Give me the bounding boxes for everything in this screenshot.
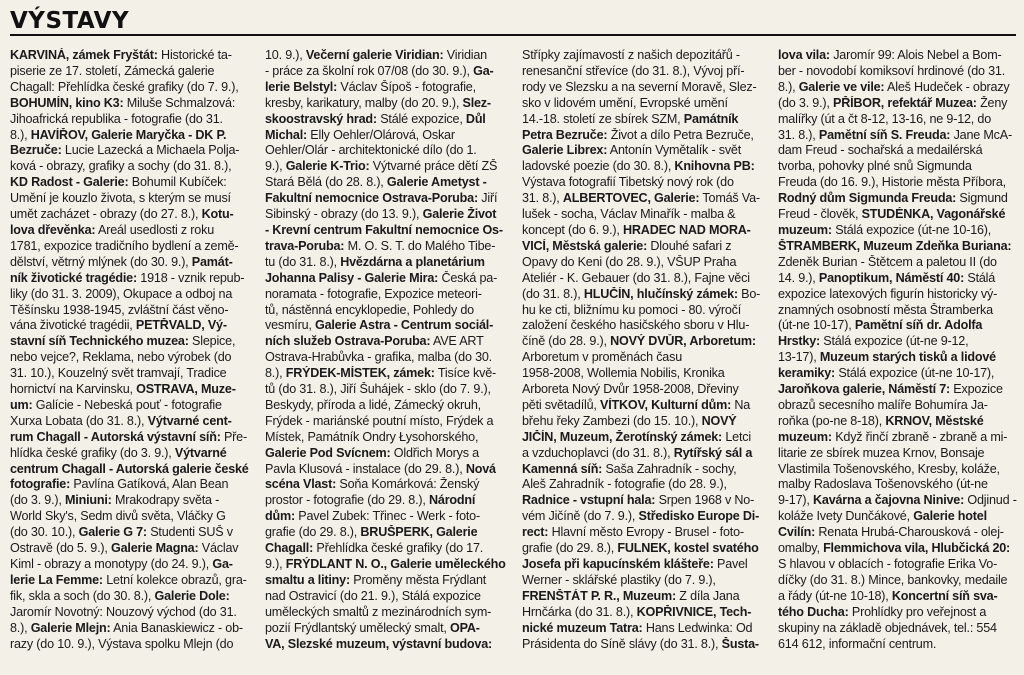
text-line: tů (do 31. 8.), Jiří Šuhájek - sklo (do 7. 9.), — [265, 382, 491, 397]
text-line: Petra Bezruče: Život a dílo Petra Bezruče, — [522, 127, 754, 142]
text-line: tvorba, pohovky plné snů Sigmunda — [778, 159, 972, 174]
text-line: 8.), Galerie ve vile: Aleš Hudeček - obrazy — [778, 79, 1010, 94]
text-line: nad Ostravicí (do 21. 9.), Stálá expozice — [265, 588, 481, 603]
text-line: díčky (do 31. 8.) Mince, bankovky, medaile — [778, 572, 1008, 587]
text-line: tů, nástěnná encyklopedie, Pohledy do — [265, 302, 474, 317]
text-line: Chagall: Přehlídka české grafiky (do 7. 9.), — [10, 79, 239, 94]
text-line: S hlavou v oblacích - fotografie Erika Vo- — [778, 557, 998, 571]
text-line: pozií Frýdlantský umělecký smalt, OPA- — [265, 620, 480, 635]
text-line: fik, skla a soch (do 30. 8.), Galerie Dole: — [10, 588, 230, 603]
text-line: smaltu a litiny: Proměny města Frýdlant — [265, 572, 487, 587]
section-heading: VÝSTAVY — [10, 8, 130, 34]
text-line: malby Radoslava Tošenovského (út-ne — [778, 477, 988, 492]
text-line: uměleckých smaltů z mezinárodních sym- — [265, 604, 492, 619]
text-line: Opavy do Keni (do 28. 9.), VŠUP Praha — [522, 254, 737, 269]
text-line: omalby, Flemmichova vila, Hlubčická 20: — [778, 541, 1011, 556]
text-line: Pavla Klusová - instalace (do 29. 8.), Nová — [265, 461, 496, 476]
text-line: Sibinský - obrazy (do 13. 9.), Galerie Život — [265, 207, 497, 222]
text-line: 10. 9.), Večerní galerie Viridian: Viridian — [265, 48, 487, 62]
text-line: Výstava fotografií Tibetský nový rok (do — [522, 175, 734, 190]
text-line: Galerie Librex: Antonín Vymětalík - svět — [522, 143, 742, 158]
text-line: 31. 8.), ALBERTOVEC, Galerie: Tomáš Va- — [522, 191, 760, 206]
text-line: JIČÍN, Muzeum, Žerotínský zámek: Letci — [522, 429, 751, 444]
text-line: lova vila: Jaromír 99: Alois Nebel a Bom- — [778, 48, 1002, 62]
text-line: číně (do 28. 9.), NOVÝ DVŮR, Arboretum: — [522, 334, 756, 349]
text-line: Ostravě (do 5. 9.), Galerie Magna: Václav — [10, 541, 239, 556]
text-line: umět zacházet - obrazy (do 27. 8.), Kotu- — [10, 207, 234, 222]
text-line: ník životické tragédie: 1918 - vznik repub- — [10, 270, 245, 285]
text-line: Galerie Pod Svícnem: Oldřich Morys a — [265, 445, 479, 460]
text-line: Prásidenta do Síně slávy (do 31. 8.), Šusta- — [522, 636, 759, 651]
text-line: stavní síň Technického muzea: Slepice, — [10, 334, 236, 349]
text-line: prostor - fotografie (do 29. 8.), Národní — [265, 493, 476, 508]
text-line: KARVINÁ, zámek Fryštát: Historické ta- — [10, 48, 232, 62]
text-line: Jaroňkova galerie, Náměstí 7: Expozice — [778, 382, 1003, 397]
text-line: 14. 9.), Panoptikum, Náměstí 40: Stálá — [778, 270, 996, 285]
text-line: vesmíru, Galerie Astra - Centrum sociál- — [265, 318, 494, 333]
text-line: scéna Vlast: Soňa Komárková: Ženský — [265, 477, 480, 492]
text-line: rum Chagall - Autorská výstavní síň: Pře- — [10, 429, 247, 444]
text-line: Vlastimila Tošenovského, Kresby, koláže, — [778, 461, 1000, 476]
text-line: - práce za školní rok 07/08 (do 30. 9.), Ga- — [265, 63, 494, 78]
text-line: Ateliér - K. Gebauer (do 31. 8.), Fajne věci — [522, 270, 750, 285]
text-line: Těšínsku 1938-1945, zvláštní část věno- — [10, 302, 229, 317]
text-line: liky (do 31. 3. 2009), Okupace a odboj na — [10, 286, 233, 301]
text-line: noramata - fotografie, Expozice meteori- — [265, 286, 482, 301]
text-line: nebo vejce?, Reklama, nebo výrobek (do — [10, 350, 232, 365]
text-line: 14.-18. století ze sbírek SZM, Památník — [522, 111, 739, 126]
text-line: Kiml - obrazy a monotypy (do 24. 9.), Ga- — [10, 557, 233, 571]
text-line: Cvilín: Renata Hrubá-Charousková - olej- — [778, 525, 1004, 540]
text-column-3 — [522, 48, 765, 672]
text-line: Bezruče: Lucie Lazecká a Michaela Polja- — [10, 143, 240, 158]
text-line: dam Freud - sochařská a medailérská — [778, 143, 983, 158]
text-line: břehu řeky Zambezi (do 15. 10.), NOVÝ — [522, 413, 737, 428]
text-line: 13-17), Muzeum starých tisků a lidové — [778, 350, 996, 365]
text-line: koncept (do 6. 9.), HRADEC NAD MORA- — [522, 222, 751, 237]
text-line: malířky (út a čt 8-12, 13-16, ne 9-12, do — [778, 111, 992, 126]
text-line: Kamenná síň: Saša Zahradník - sochy, — [522, 461, 737, 476]
text-column-4 — [778, 48, 1021, 672]
text-line: ková - obrazy, grafiky a sochy (do 31. 8.), — [10, 159, 232, 174]
text-line: Fakultní nemocnice Ostrava-Poruba: Jiří — [265, 191, 498, 206]
text-line: 9.), Galerie K-Trio: Výtvarné práce dětí ZŠ — [265, 159, 498, 174]
text-line: grafie (do 29. 8.), BRUŠPERK, Galerie — [265, 525, 478, 540]
text-line: muzeum: Když řinčí zbraně - zbraně a mi- — [778, 429, 1008, 444]
text-line: hu ke cti, bližnímu ku pomoci - 80. výročí — [522, 302, 742, 317]
text-line: centrum Chagall - Autorská galerie české — [10, 461, 249, 476]
text-line: Aleš Zahradník - fotografie (do 28. 9.), — [522, 477, 727, 492]
text-line: Jihoafrická republika - fotografie (do 31. — [10, 111, 223, 126]
text-line: 31. 8.), Pamětní síň S. Freuda: Jane McA- — [778, 127, 1012, 142]
text-line: Arboreta Nový Dvůr 1958-2008, Dřeviny — [522, 382, 739, 397]
text-column-2 — [265, 48, 508, 672]
text-line: (do 31. 8.), HLUČÍN, hlučínský zámek: Bo- — [522, 286, 761, 301]
text-line: keramiky: Stálá expozice (út-ne 10-17), — [778, 366, 995, 381]
text-line: razy (do 10. 9.), Výstava spolku Mlejn (do — [10, 636, 234, 651]
text-line: Josefa při kapucínském klášteře: Pavel — [522, 557, 748, 571]
text-line: Freud - člověk, STUDÉNKA, Vagonářské — [778, 207, 1006, 222]
text-line: VA, Slezské muzeum, výstavní budova: — [265, 636, 493, 651]
text-line: sko v lidovém umění, Evropské umění — [522, 95, 728, 110]
text-line: lerie Belstyl: Václav Šípoš - fotografie, — [265, 79, 476, 94]
text-line: skupiny na základě objednávek, tel.: 554 — [778, 620, 997, 635]
text-line: a řády (út-ne 10-18), Koncertní síň sva- — [778, 588, 998, 603]
text-line: (do 3. 9.), Miniuni: Mrakodrapy světa - — [10, 493, 220, 508]
text-line: (do 30. 10.), Galerie G 7: Studenti SUŠ v — [10, 525, 233, 540]
text-line: Místek, Památník Ondry Łysohorského, — [265, 429, 479, 444]
text-line: 614 612, informační centrum. — [778, 636, 937, 651]
text-line: znamných osobností města Štramberka — [778, 302, 993, 317]
text-line: Radnice - vstupní hala: Srpen 1968 v No- — [522, 493, 755, 508]
text-line: 9.), FRÝDLANT N. O., Galerie uměleckého — [265, 557, 506, 571]
text-line: koláže Ivety Dunčákové, Galerie hotel — [778, 509, 987, 524]
text-line: Stará Bělá (do 28. 8.), Galerie Ametyst - — [265, 175, 487, 190]
text-line: nické muzeum Tatra: Hans Ledwinka: Od — [522, 620, 753, 635]
text-line: Zdeněk Burian - Štětcem a paletou II (do — [778, 254, 997, 269]
text-line: KD Radost - Galerie: Bohumil Kubíček: — [10, 175, 227, 190]
text-line: Střípky zajímavostí z našich depozitářů - — [522, 48, 740, 62]
text-line: Oehler/Olár - architektonické dílo (do 1. — [265, 143, 477, 158]
text-line: dělství, větrný mlýnek (do 30. 9.), Památ- — [10, 254, 233, 269]
text-line: 1958-2008, Wollemia Nobilis, Kronika — [522, 366, 725, 381]
text-line: VICÍ, Městská galerie: Dlouhé safari z — [522, 238, 732, 253]
text-line: 1781, expozice tradičního bydlení a země- — [10, 238, 239, 253]
text-line: renesanční střevíce (do 31. 8.), Vývoj pří- — [522, 63, 745, 78]
text-line: a vzduchoplavci (do 31. 8.), Rytířský sál a — [522, 445, 753, 460]
text-line: Frýdek - mariánské poutní místo, Frýdek a — [265, 413, 494, 428]
text-line: (út-ne 10-17), Pamětní síň dr. Adolfa — [778, 318, 983, 333]
text-line: piserie ze 17. století, Zámecká galerie — [10, 63, 215, 78]
text-line: litarie ze sbírek muzea Krnov, Bonsaje — [778, 445, 985, 460]
text-column-1 — [10, 48, 253, 672]
text-line: tého Ducha: Prohlídky pro veřejnost a — [778, 604, 987, 619]
heading-rule — [10, 34, 1016, 36]
text-line: ních služeb Ostrava-Poruba: AVE ART — [265, 334, 484, 349]
text-line: dům: Pavel Zubek: Třinec - Werk - foto- — [265, 509, 480, 524]
text-line: Ostrava-Hrabůvka - grafika, malba (do 30. — [265, 350, 492, 365]
text-line: ladovské poezie (do 30. 8.), Knihovna PB: — [522, 159, 755, 174]
text-line: Freuda (do 16. 9.), Historie města Příbora, — [778, 175, 1006, 190]
text-line: Hrstky: Stálá expozice (út-ne 9-12, — [778, 334, 969, 349]
text-line: roňka (po-ne 8-18), KRNOV, Městské — [778, 413, 984, 428]
text-line: 8.), Galerie Mlejn: Ania Banaskiewicz - ob- — [10, 620, 243, 635]
text-line: Xurxa Lobata (do 31. 8.), Výtvarné cent- — [10, 413, 232, 428]
text-line: založení českého hasičského sboru v Hlu- — [522, 318, 750, 333]
text-line: fotografie: Pavlína Gatíková, Alan Bean — [10, 477, 229, 492]
text-line: obrazů secesního malíře Bohumíra Ja- — [778, 397, 988, 412]
text-line: ŠTRAMBERK, Muzeum Zdeňka Buriana: — [778, 238, 1012, 253]
text-line: muzeum: Stálá expozice (út-ne 10-16), — [778, 222, 992, 237]
text-line: hlídka české grafiky (do 3. 9.), Výtvarné — [10, 445, 227, 460]
text-line: 31. 10.), Kouzelný svět tramvají, Tradice — [10, 366, 227, 381]
text-line: trava-Poruba: M. O. S. T. do Malého Tibe- — [265, 238, 496, 253]
text-line: Beskydy, příroda a lidé, Zámecký okruh, — [265, 397, 481, 412]
text-line: Werner - sklářské plastiky (do 7. 9.), — [522, 572, 716, 587]
text-line: tu (do 31. 8.), Hvězdárna a planetárium — [265, 254, 485, 269]
text-line: Jaromír Novotný: Nouzový východ (do 31. — [10, 604, 237, 619]
text-line: Umění je kouzlo života, s kterým se musí — [10, 191, 231, 206]
text-line: vána životické tragédii, PETŘVALD, Vý- — [10, 318, 227, 333]
text-line: - Krevní centrum Fakultní nemocnice Os- — [265, 222, 503, 237]
text-line: hornictví na Karvinsku, OSTRAVA, Muze- — [10, 382, 236, 397]
text-line: Rodný dům Sigmunda Freuda: Sigmund — [778, 191, 1008, 206]
text-line: Johanna Palisy - Galerie Mira: Česká pa- — [265, 270, 498, 285]
text-line: grafie (do 29. 8.), FULNEK, kostel svatého — [522, 541, 759, 556]
text-line: lova dřevěnka: Areál usedlosti z roku — [10, 222, 215, 237]
text-line: BOHUMÍN, kino K3: Miluše Schmalzová: — [10, 95, 236, 110]
text-line: kresby, karikatury, malby (do 20. 9.), Slez- — [265, 95, 491, 110]
text-line: FRENŠTÁT P. R., Muzeum: Z díla Jana — [522, 588, 740, 603]
text-line: rody ve Slezsku a na severní Moravě, Slez- — [522, 79, 757, 94]
text-line: Hrnčárka (do 31. 8.), KOPŘIVNICE, Tech- — [522, 604, 752, 619]
text-line: lušek - socha, Václav Minařík - malba & — [522, 207, 736, 222]
text-line: ber - novodobí komiksoví hrdinové (do 31. — [778, 63, 1006, 78]
text-line: 8.), HAVÍŘOV, Galerie Maryčka - DK P. — [10, 127, 227, 142]
text-line: 8.), FRÝDEK-MÍSTEK, zámek: Tisíce kvě- — [265, 366, 497, 381]
text-line: vém Jičíně (do 7. 9.), Středisko Europe Di- — [522, 509, 760, 524]
text-line: Arboretum v proměnách času — [522, 350, 682, 365]
text-line: skoostravský hrad: Stálé expozice, Důl — [265, 111, 486, 126]
text-line: Chagall: Přehlídka české grafiky (do 17. — [265, 541, 484, 556]
text-line: expozice latexových figurín historicky vý- — [778, 286, 998, 301]
text-line: World Sky's, Sedm divů světa, Vláčky G — [10, 509, 226, 524]
text-line: um: Galície - Nebeská pouť - fotografie — [10, 397, 222, 412]
text-line: 9-17), Kavárna a čajovna Ninive: Odjinud - — [778, 493, 1017, 508]
text-line: lerie La Femme: Letní kolekce obrazů, gra- — [10, 572, 247, 587]
text-line: rect: Hlavní město Evropy - Brusel - foto- — [522, 525, 744, 540]
text-line: (do 3. 9.), PŘÍBOR, refektář Muzea: Ženy — [778, 95, 1008, 110]
text-line: Michal: Elly Oehler/Olárová, Oskar — [265, 127, 455, 142]
text-line: pěti světadílů, VÍTKOV, Kulturní dům: Na — [522, 397, 751, 412]
